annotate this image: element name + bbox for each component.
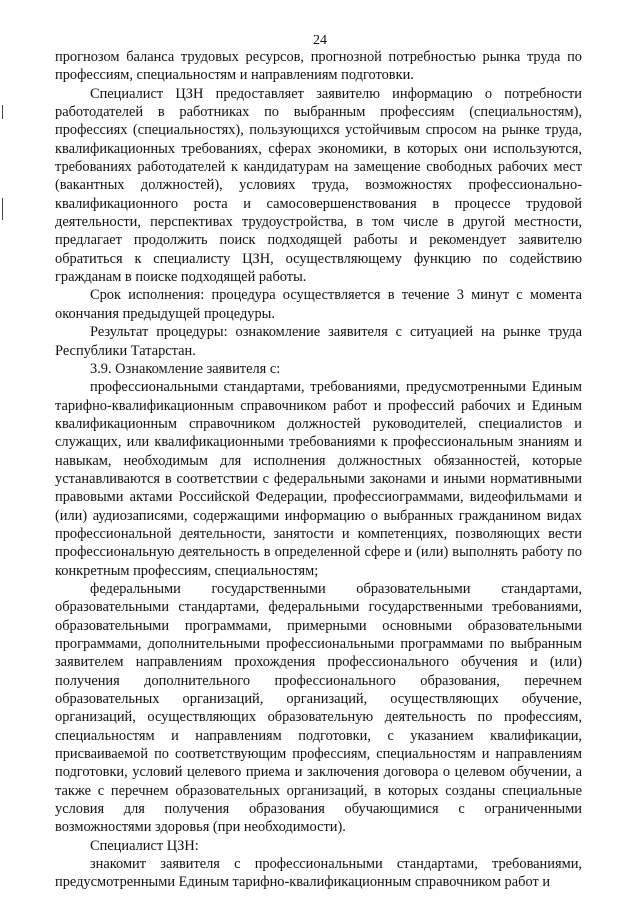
paragraph: Специалист ЦЗН:: [90, 837, 199, 854]
paragraph: Результат процедуры: ознакомление заявителя с ситуацией на рынке труда Республики Татарстан.: [55, 324, 582, 359]
margin-mark-bottom: [2, 198, 3, 220]
margin-mark-top: [2, 105, 3, 119]
paragraph: Специалист ЦЗН предоставляет заявителю информацию о потребности работодателей в работниках по выбранным профессиям (специальностям), профессиях (специальностях), пользующихся устойчивым спросом на рынке труда, квалификационных требованиях, сферах экономики, в которых они используются, требованиях работодателей к кандидатурам на замещение свободных рабочих мест (вакантных должностей), условиях труда, возможностях профессионально-квалификационного роста и самосовершенствования в процессе трудовой деятельности, перспективах трудоустройства, в том числе в другой местности, предлагает продолжить поиск подходящей работы и рекомендует заявителю обратиться к специалисту ЦЗН, осуществляющему функцию по содействию гражданам в поиске подходящей работы.: [55, 85, 582, 286]
paragraph: федеральными государственными образовательными стандартами, образовательными стандартами, федеральными государственными требованиями, образовательными программами, примерными основными образовательными программами, дополнительными профессиональными программами по выбранным заявителем направлениям прохождения профессионального обучения и (или) получения дополнительного профессионального образования, перечнем образовательных организаций, организаций, осуществляющих обучение, организаций, осуществляющих образовательную деятельность по профессиям, специальностям и направлениям подготовки, с указанием квалификации, присваиваемой по соответствующим профессиям, специальностям и направлениям подготовки, условий целевого приема и заключения договора о целевом обучении, а также с перечнем образовательных организаций, в которых созданы специальные условия для получения образования обучающимися с ограниченными возможностями здоровья (при необходимости).: [55, 580, 582, 836]
paragraph: прогнозом баланса трудовых ресурсов, прогнозной потребностью рынка труда по профессиям, специальностям и направлениям подготовки.: [55, 49, 582, 84]
page-number: 24: [313, 33, 327, 48]
page-content: [55, 48, 582, 892]
paragraph: знакомит заявителя с профессиональными стандартами, требованиями, предусмотренными Единым тарифно-квалификационным справочником работ и: [55, 856, 582, 891]
paragraph: профессиональными стандартами, требованиями, предусмотренными Единым тарифно-квалификационным справочником работ и профессий рабочих и Единым квалификационным справочником должностей руководителей, специалистов и служащих, или квалификационными требованиями к профессиональным знаниям и навыкам, необходимым для исполнения должностных обязанностей, которые устанавливаются в соответствии с федеральными законами и иными нормативными правовыми актами Российской Федерации, профессиограммами, видеофильмами и (или) аудиозаписями, содержащими информацию о выбранных гражданином видах профессиональной деятельности, занятости и компетенциях, позволяющих вести профессиональную деятельность в определенной сфере и (или) выполнять работу по конкретным профессиям, специальностям;: [55, 379, 582, 579]
section-heading: 3.9. Ознакомление заявителя с:: [90, 360, 281, 377]
paragraph: Срок исполнения: процедура осуществляется в течение 3 минут с момента окончания предыдущей процедуры.: [55, 287, 582, 322]
